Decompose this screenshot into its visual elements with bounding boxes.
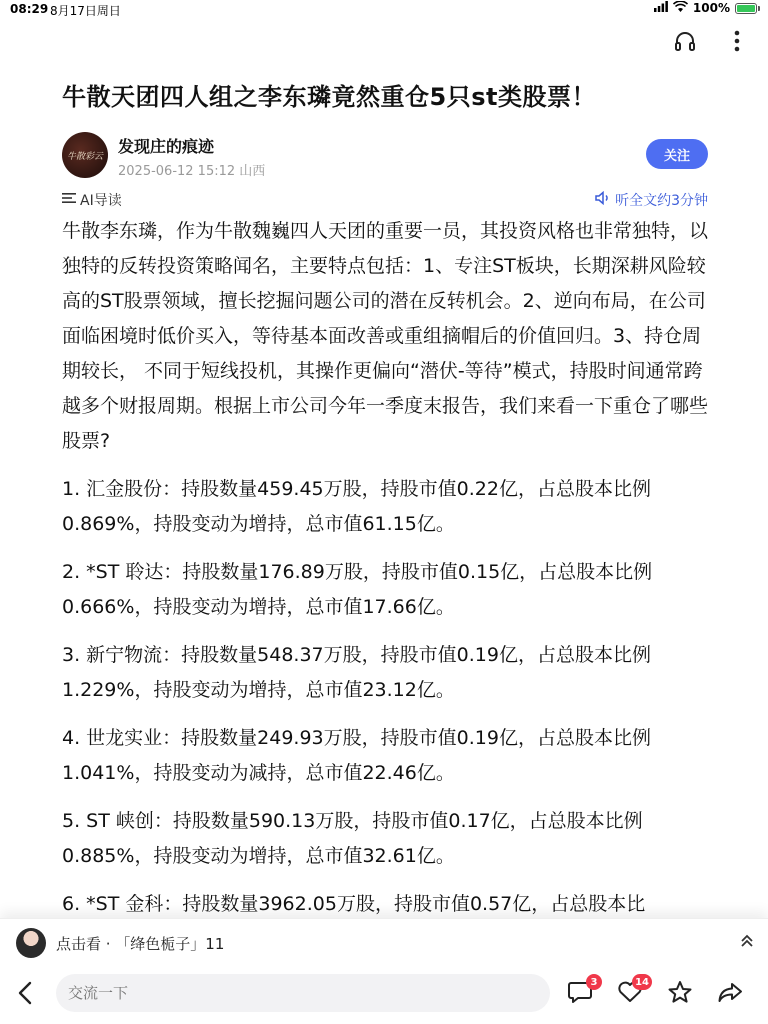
recommend-avatar bbox=[16, 928, 46, 958]
battery-tip bbox=[758, 6, 760, 11]
follow-button[interactable]: 关注 bbox=[646, 139, 708, 169]
holding-item: 4. 世龙实业：持股数量249.93万股，持股市值0.19亿，占总股本比例1.041%，持股变动为减持，总市值22.46亿。 bbox=[62, 727, 651, 784]
status-right bbox=[654, 1, 760, 15]
share-button[interactable] bbox=[714, 978, 746, 1010]
recommend-bar[interactable] bbox=[0, 918, 768, 966]
back-icon[interactable] bbox=[14, 980, 38, 1010]
holding-item: 6. *ST 金科：持股数量3962.05万股，持股市值0.57亿，占总股本比 bbox=[62, 893, 646, 915]
comment-button[interactable] bbox=[564, 978, 596, 1010]
publish-meta: 2025-06-12 15:12 山西 bbox=[118, 164, 266, 179]
article-title: 牛散天团四人组之李东璘竟然重仓5只st类股票！ bbox=[62, 83, 596, 111]
battery-icon bbox=[735, 3, 757, 14]
author-name[interactable]: 发现庄的痕迹 bbox=[118, 137, 215, 156]
recommend-text: 点击看 · 「绛色栀子」11 bbox=[56, 935, 225, 953]
status-time: 08:29 bbox=[10, 2, 49, 16]
ai-guide-button[interactable] bbox=[62, 190, 122, 210]
wifi-icon bbox=[673, 1, 688, 15]
headphones-icon[interactable] bbox=[670, 26, 700, 56]
holding-item: 1. 汇金股份：持股数量459.45万股，持股市值0.22亿，占总股本比例0.869%，持股变动为增持，总市值61.15亿。 bbox=[62, 478, 651, 535]
double-chevron-up-icon[interactable] bbox=[740, 933, 754, 953]
top-actions bbox=[670, 26, 752, 56]
article-body bbox=[62, 214, 714, 935]
like-count-badge: 14 bbox=[632, 974, 652, 990]
author-avatar[interactable] bbox=[62, 132, 108, 178]
bottom-action-icons bbox=[564, 978, 746, 1010]
listen-label: 听全文约3分钟 bbox=[615, 193, 708, 209]
holding-item: 3. 新宁物流：持股数量548.37万股，持股市值0.19亿，占总股本比例1.229%，持股变动为增持，总市值23.12亿。 bbox=[62, 644, 651, 701]
status-date: 8月17日周日 bbox=[50, 4, 121, 18]
listen-button[interactable] bbox=[595, 190, 708, 210]
battery-fill bbox=[737, 5, 755, 12]
author-row bbox=[62, 132, 708, 180]
ai-row bbox=[62, 190, 708, 212]
comment-input[interactable] bbox=[56, 974, 550, 1012]
holding-item: 2. *ST 聆达：持股数量176.89万股，持股市值0.15亿，占总股本比例0.666%，持股变动为增持，总市值17.66亿。 bbox=[62, 561, 653, 618]
favorite-button[interactable] bbox=[664, 978, 696, 1010]
battery-percent: 100% bbox=[692, 1, 730, 15]
holding-item: 5. ST 峡创：持股数量590.13万股，持股市值0.17亿，占总股本比例0.885%，持股变动为增持，总市值32.61亿。 bbox=[62, 810, 643, 867]
more-vertical-icon[interactable] bbox=[722, 26, 752, 56]
speaker-icon bbox=[595, 191, 611, 209]
comment-count-badge: 3 bbox=[586, 974, 602, 990]
signal-icon bbox=[654, 1, 668, 15]
intro-paragraph: 牛散李东璘，作为牛散魏巍四人天团的重要一员，其投资风格也非常独特，以独特的反转投资策略闻名，主要特点包括：1、专注ST板块，长期深耕风险较高的ST股票领域，擅长挖掘问题公司的潜在反转机会。2、逆向布局，在公司面临困境时低价买入，等待基本面改善或重组摘帽后的价值回归。3、持仓周期较长， 不同于短线投机，其操作更偏向“潜伏-等待”模式，持股时间通常跨越多个财报周期。根据上市公司今年一季度末报告，我们来看一下重仓了哪些股票? bbox=[62, 220, 709, 452]
bottom-bar bbox=[0, 966, 768, 1024]
list-icon bbox=[62, 192, 76, 208]
ai-guide-label: AI导读 bbox=[80, 193, 122, 209]
share-icon bbox=[717, 980, 743, 1008]
status-bar bbox=[0, 0, 768, 20]
like-button[interactable] bbox=[614, 976, 649, 1010]
star-icon bbox=[667, 980, 693, 1008]
avatar-logo-text: 牛散彩云 bbox=[66, 151, 103, 162]
